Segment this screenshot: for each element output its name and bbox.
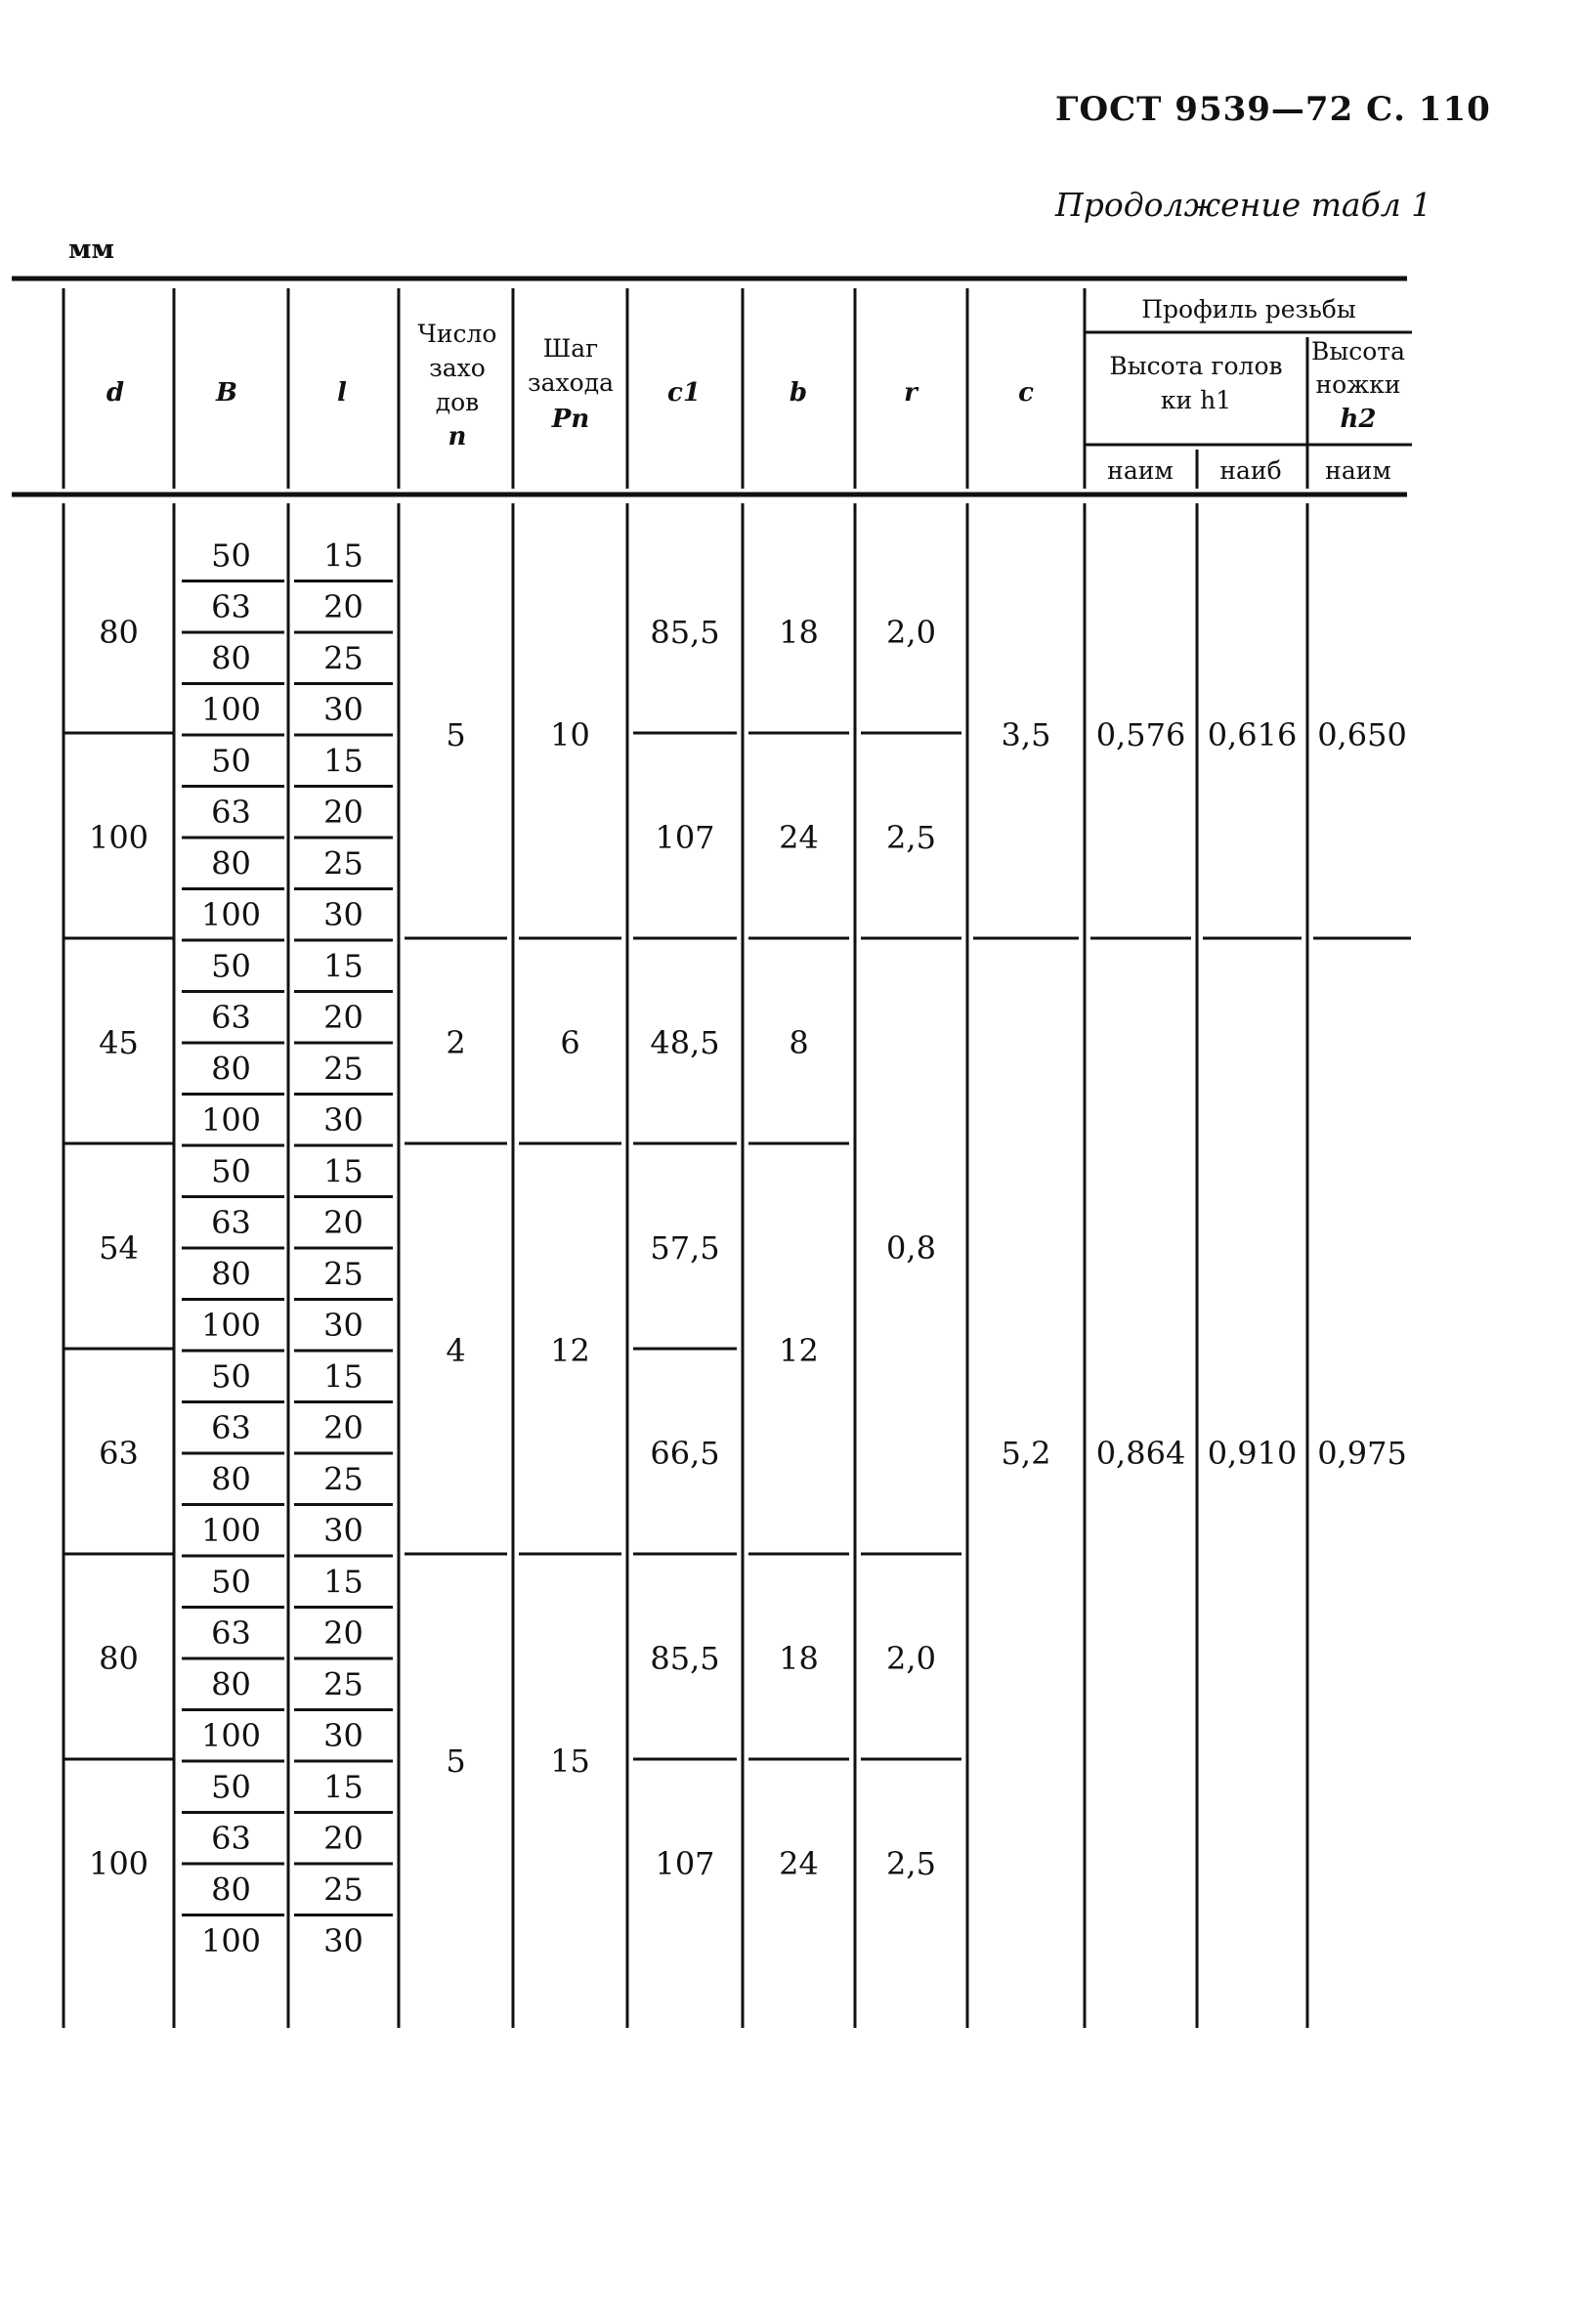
cell-l: 20 (323, 1408, 363, 1446)
cell-r: 2,5 (886, 819, 936, 856)
cell-b: 8 (789, 1024, 809, 1061)
cell-B: 63 (211, 1203, 251, 1241)
cell-r: 2,5 (886, 1845, 936, 1882)
cell-p: 12 (550, 1332, 590, 1369)
cell-p: 6 (560, 1024, 580, 1061)
cell-B: 80 (211, 1871, 251, 1909)
cell-l: 20 (323, 793, 363, 831)
cell-B: 100 (200, 690, 262, 728)
cell-c1: 107 (655, 1845, 715, 1882)
header-starts-line1: Число (417, 320, 497, 348)
cell-l: 30 (323, 1306, 363, 1344)
cell-B: 100 (200, 1306, 262, 1344)
cell-B: 100 (200, 1100, 262, 1139)
cell-c1: 66,5 (650, 1435, 720, 1472)
cell-B: 50 (211, 1768, 251, 1806)
cell-B: 63 (211, 587, 251, 625)
cell-n: 5 (446, 1743, 466, 1780)
cell-l: 25 (323, 1665, 363, 1703)
header-addendum-line2: ки h1 (1160, 386, 1232, 414)
cell-h1min: 0,864 (1095, 1435, 1186, 1472)
cell-l: 15 (323, 1357, 363, 1396)
cell-d: 54 (99, 1229, 139, 1267)
table-body (64, 503, 1411, 2028)
header-B: B (216, 378, 237, 408)
header-profile: Профиль резьбы (1141, 295, 1356, 323)
cell-B: 80 (211, 1255, 251, 1293)
cell-p: 10 (550, 716, 590, 753)
cell-B: 50 (211, 1563, 251, 1601)
cell-b: 24 (779, 819, 819, 856)
header-starts-line2: захо (429, 354, 486, 382)
cell-b: 18 (779, 614, 819, 651)
cell-c: 3,5 (1001, 716, 1051, 753)
header-starts-var: n (448, 422, 467, 452)
cell-l: 30 (323, 1100, 363, 1139)
cell-B: 63 (211, 1819, 251, 1857)
cell-d: 80 (99, 1640, 139, 1677)
header-dedendum-var: h2 (1340, 405, 1377, 434)
cell-l: 15 (323, 742, 363, 780)
header-pitch-var: Pn (551, 405, 590, 434)
cell-p: 15 (550, 1743, 590, 1780)
units-label: мм (68, 235, 114, 265)
cell-c1: 107 (655, 819, 715, 856)
header-dedendum-line2: ножки (1315, 370, 1401, 399)
cell-b: 24 (779, 1845, 819, 1882)
cell-l: 25 (323, 639, 363, 677)
cell-r: 0,8 (886, 1229, 936, 1267)
cell-B: 80 (211, 1665, 251, 1703)
cell-l: 25 (323, 1050, 363, 1088)
cell-h1max: 0,910 (1207, 1435, 1298, 1472)
cell-l: 15 (323, 947, 363, 985)
header-max-1: наиб (1219, 456, 1282, 485)
cell-l: 30 (323, 1716, 363, 1754)
cell-l: 20 (323, 998, 363, 1036)
cell-l: 25 (323, 1871, 363, 1909)
cell-b: 18 (779, 1640, 819, 1677)
header-starts-line3: дов (435, 388, 480, 416)
cell-c1: 85,5 (650, 614, 720, 651)
cell-B: 80 (211, 844, 251, 882)
header-c: c (1018, 378, 1034, 408)
header-dedendum-line1: Высота (1310, 337, 1406, 366)
header-addendum-line1: Высота голов (1109, 352, 1283, 380)
cell-c1: 48,5 (650, 1024, 720, 1061)
cell-l: 30 (323, 1921, 363, 1959)
cell-l: 20 (323, 1203, 363, 1241)
cell-d: 100 (88, 1845, 149, 1882)
cell-c1: 85,5 (650, 1640, 720, 1677)
header-pitch-line1: Шаг (542, 334, 599, 363)
cell-B: 100 (200, 1511, 262, 1549)
cell-n: 2 (446, 1024, 466, 1061)
page-header: ГОСТ 9539—72 С. 110 (1055, 90, 1491, 129)
cell-r: 2,0 (886, 614, 936, 651)
header-d: d (106, 378, 125, 408)
cell-l: 15 (323, 537, 363, 575)
cell-c1: 57,5 (650, 1229, 720, 1267)
header-b: b (789, 378, 808, 408)
header-r: r (904, 378, 918, 408)
cell-r: 2,0 (886, 1640, 936, 1677)
cell-n: 5 (446, 716, 466, 753)
header-l: l (337, 378, 347, 408)
cell-d: 45 (99, 1024, 139, 1061)
cell-B: 80 (211, 1050, 251, 1088)
cell-B: 63 (211, 998, 251, 1036)
cell-B: 63 (211, 1408, 251, 1446)
cell-l: 30 (323, 1511, 363, 1549)
header-min-1: наим (1107, 456, 1174, 485)
cell-h1max: 0,616 (1207, 716, 1298, 753)
header-c1: c1 (667, 378, 701, 408)
header-min-2: наим (1325, 456, 1391, 485)
cell-B: 80 (211, 1460, 251, 1498)
cell-d: 100 (88, 819, 149, 856)
cell-B: 100 (200, 1716, 262, 1754)
cell-B: 50 (211, 1357, 251, 1396)
cell-B: 50 (211, 947, 251, 985)
cell-d: 80 (99, 614, 139, 651)
cell-B: 100 (200, 1921, 262, 1959)
cell-l: 15 (323, 1152, 363, 1190)
cell-h1min: 0,576 (1095, 716, 1186, 753)
cell-b: 12 (779, 1332, 819, 1369)
cell-h2: 0,650 (1317, 716, 1407, 753)
cell-h2: 0,975 (1317, 1435, 1407, 1472)
cell-l: 20 (323, 587, 363, 625)
cell-l: 30 (323, 690, 363, 728)
cell-l: 20 (323, 1819, 363, 1857)
cell-B: 63 (211, 1614, 251, 1652)
cell-l: 25 (323, 844, 363, 882)
cell-l: 15 (323, 1768, 363, 1806)
cell-l: 25 (323, 1460, 363, 1498)
cell-l: 15 (323, 1563, 363, 1601)
cell-l: 20 (323, 1614, 363, 1652)
cell-l: 25 (323, 1255, 363, 1293)
cell-c: 5,2 (1001, 1435, 1051, 1472)
cell-B: 63 (211, 793, 251, 831)
header-pitch-line2: захода (528, 368, 614, 397)
cell-B: 50 (211, 537, 251, 575)
cell-l: 30 (323, 895, 363, 933)
cell-B: 50 (211, 1152, 251, 1190)
cell-d: 63 (99, 1435, 139, 1472)
cell-n: 4 (446, 1332, 466, 1369)
continuation-label: Продолжение табл 1 (1055, 186, 1432, 224)
cell-B: 80 (211, 639, 251, 677)
cell-B: 100 (200, 895, 262, 933)
cell-B: 50 (211, 742, 251, 780)
